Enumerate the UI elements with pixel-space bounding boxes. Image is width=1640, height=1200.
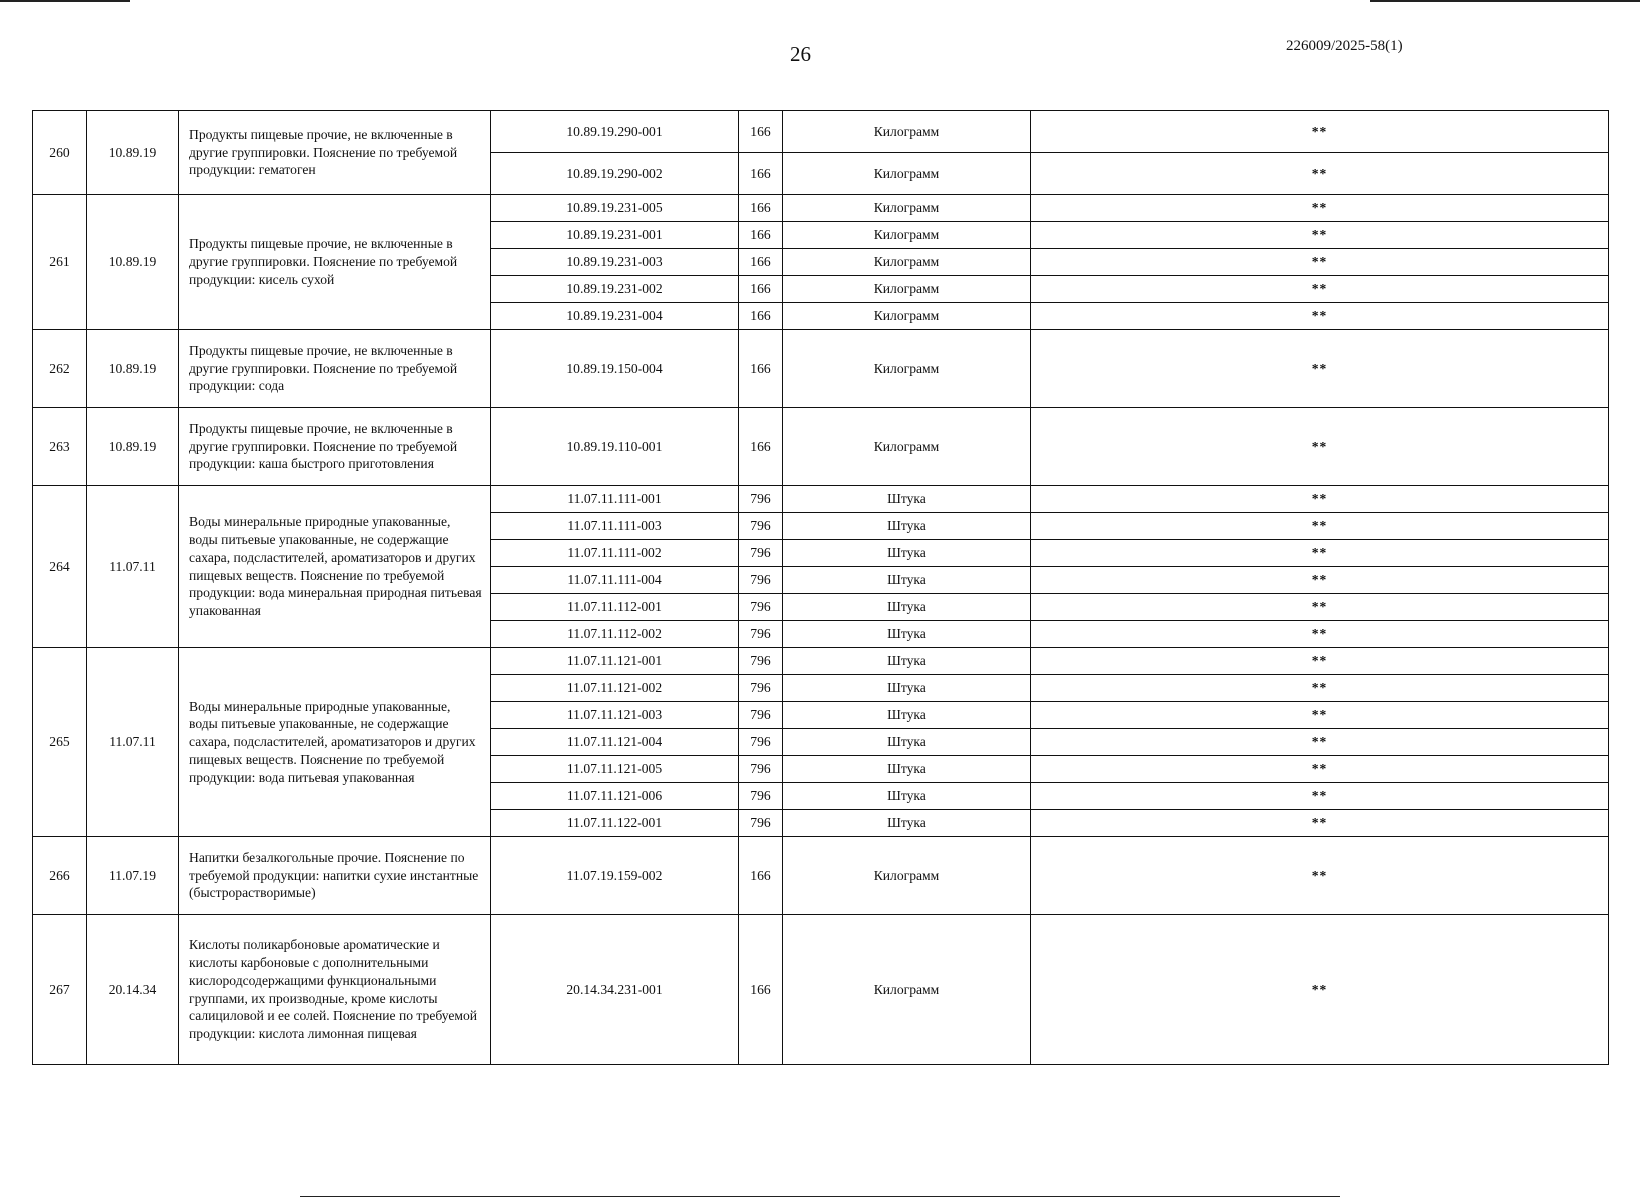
value-cell: **	[1031, 783, 1609, 810]
ktru-code: 11.07.11.112-001	[491, 594, 739, 621]
table-row	[33, 648, 1609, 675]
okpd-code: 11.07.11	[87, 648, 179, 837]
value-cell: **	[1031, 756, 1609, 783]
ktru-code: 11.07.19.159-002	[491, 837, 739, 915]
unit-name: Килограмм	[783, 837, 1031, 915]
unit-name: Килограмм	[783, 303, 1031, 330]
ktru-code: 10.89.19.110-001	[491, 408, 739, 486]
value-cell: **	[1031, 648, 1609, 675]
ktru-code: 11.07.11.111-004	[491, 567, 739, 594]
document-number: 226009/2025-58(1)	[1286, 38, 1403, 54]
unit-name: Штука	[783, 621, 1031, 648]
value-cell: **	[1031, 249, 1609, 276]
ktru-code: 10.89.19.290-001	[491, 111, 739, 153]
table-row	[33, 486, 1609, 513]
unit-code: 166	[739, 222, 783, 249]
unit-name: Килограмм	[783, 915, 1031, 1065]
table-row	[33, 408, 1609, 486]
row-number: 260	[33, 111, 87, 195]
products-table	[32, 110, 1609, 1065]
unit-name: Штука	[783, 540, 1031, 567]
product-description: Продукты пищевые прочие, не включенные в другие группировки. Пояснение по требуемой продукции: кисель сухой	[179, 195, 491, 330]
unit-name: Килограмм	[783, 276, 1031, 303]
unit-code: 166	[739, 837, 783, 915]
unit-code: 796	[739, 729, 783, 756]
value-cell: **	[1031, 702, 1609, 729]
value-cell: **	[1031, 276, 1609, 303]
ktru-code: 11.07.11.121-002	[491, 675, 739, 702]
ktru-code: 11.07.11.121-003	[491, 702, 739, 729]
unit-code: 796	[739, 513, 783, 540]
ktru-code: 11.07.11.112-002	[491, 621, 739, 648]
unit-code: 166	[739, 195, 783, 222]
value-cell: **	[1031, 111, 1609, 153]
value-cell: **	[1031, 810, 1609, 837]
ktru-code: 20.14.34.231-001	[491, 915, 739, 1065]
ktru-code: 10.89.19.150-004	[491, 330, 739, 408]
ktru-code: 11.07.11.111-002	[491, 540, 739, 567]
row-number: 267	[33, 915, 87, 1065]
okpd-code: 20.14.34	[87, 915, 179, 1065]
scan-edge-top-right	[1370, 0, 1640, 2]
ktru-code: 11.07.11.121-004	[491, 729, 739, 756]
unit-name: Килограмм	[783, 195, 1031, 222]
unit-name: Килограмм	[783, 222, 1031, 249]
unit-code: 796	[739, 486, 783, 513]
product-description: Продукты пищевые прочие, не включенные в другие группировки. Пояснение по требуемой продукции: гематоген	[179, 111, 491, 195]
table-row	[33, 330, 1609, 408]
value-cell: **	[1031, 675, 1609, 702]
unit-code: 166	[739, 303, 783, 330]
unit-code: 796	[739, 594, 783, 621]
unit-code: 166	[739, 915, 783, 1065]
ktru-code: 11.07.11.111-001	[491, 486, 739, 513]
unit-code: 796	[739, 621, 783, 648]
unit-name: Штука	[783, 702, 1031, 729]
unit-code: 166	[739, 276, 783, 303]
ktru-code: 10.89.19.231-005	[491, 195, 739, 222]
value-cell: **	[1031, 594, 1609, 621]
ktru-code: 11.07.11.121-005	[491, 756, 739, 783]
row-number: 262	[33, 330, 87, 408]
product-description: Воды минеральные природные упакованные, воды питьевые упакованные, не содержащие сахара, подсластителей, ароматизаторов и других пищевых веществ. Пояснение по требуемой продукции: вода минеральная природная питьевая упакованная	[179, 486, 491, 648]
unit-code: 796	[739, 540, 783, 567]
value-cell: **	[1031, 915, 1609, 1065]
ktru-code: 11.07.11.121-006	[491, 783, 739, 810]
okpd-code: 10.89.19	[87, 195, 179, 330]
unit-code: 796	[739, 648, 783, 675]
row-number: 261	[33, 195, 87, 330]
unit-name: Килограмм	[783, 153, 1031, 195]
unit-name: Штука	[783, 486, 1031, 513]
table-row	[33, 195, 1609, 222]
okpd-code: 10.89.19	[87, 330, 179, 408]
row-number: 263	[33, 408, 87, 486]
unit-code: 166	[739, 111, 783, 153]
unit-name: Килограмм	[783, 408, 1031, 486]
product-description: Напитки безалкогольные прочие. Пояснение по требуемой продукции: напитки сухие инстантные (быстрорастворимые)	[179, 837, 491, 915]
ktru-code: 10.89.19.231-004	[491, 303, 739, 330]
unit-name: Штука	[783, 810, 1031, 837]
ktru-code: 10.89.19.231-003	[491, 249, 739, 276]
okpd-code: 10.89.19	[87, 408, 179, 486]
unit-code: 166	[739, 249, 783, 276]
unit-name: Штука	[783, 729, 1031, 756]
value-cell: **	[1031, 222, 1609, 249]
ktru-code: 10.89.19.231-002	[491, 276, 739, 303]
okpd-code: 10.89.19	[87, 111, 179, 195]
unit-name: Штука	[783, 594, 1031, 621]
unit-name: Килограмм	[783, 330, 1031, 408]
ktru-code: 10.89.19.231-001	[491, 222, 739, 249]
unit-name: Штука	[783, 567, 1031, 594]
table-row	[33, 915, 1609, 1065]
unit-name: Штука	[783, 783, 1031, 810]
row-number: 266	[33, 837, 87, 915]
ktru-code: 11.07.11.122-001	[491, 810, 739, 837]
unit-code: 796	[739, 567, 783, 594]
ktru-code: 11.07.11.111-003	[491, 513, 739, 540]
value-cell: **	[1031, 540, 1609, 567]
okpd-code: 11.07.11	[87, 486, 179, 648]
unit-code: 796	[739, 702, 783, 729]
unit-code: 166	[739, 330, 783, 408]
ktru-code: 11.07.11.121-001	[491, 648, 739, 675]
unit-name: Штука	[783, 648, 1031, 675]
unit-name: Килограмм	[783, 111, 1031, 153]
product-description: Кислоты поликарбоновые ароматические и кислоты карбоновые с дополнительными кислородсодержащими функциональными группами, их производные, кроме кислоты салициловой и ее солей. Пояснение по требуемой продукции: кислота лимонная пищевая	[179, 915, 491, 1065]
unit-code: 166	[739, 153, 783, 195]
row-number: 264	[33, 486, 87, 648]
product-description: Продукты пищевые прочие, не включенные в другие группировки. Пояснение по требуемой продукции: сода	[179, 330, 491, 408]
unit-code: 796	[739, 810, 783, 837]
unit-code: 796	[739, 756, 783, 783]
scan-edge-bottom	[300, 1196, 1340, 1197]
product-description: Воды минеральные природные упакованные, воды питьевые упакованные, не содержащие сахара, подсластителей, ароматизаторов и других пищевых веществ. Пояснение по требуемой продукции: вода питьевая упакованная	[179, 648, 491, 837]
value-cell: **	[1031, 621, 1609, 648]
unit-code: 796	[739, 783, 783, 810]
value-cell: **	[1031, 486, 1609, 513]
ktru-code: 10.89.19.290-002	[491, 153, 739, 195]
row-number: 265	[33, 648, 87, 837]
value-cell: **	[1031, 153, 1609, 195]
value-cell: **	[1031, 330, 1609, 408]
table-row	[33, 111, 1609, 153]
value-cell: **	[1031, 513, 1609, 540]
unit-code: 166	[739, 408, 783, 486]
unit-name: Штука	[783, 756, 1031, 783]
value-cell: **	[1031, 837, 1609, 915]
unit-code: 796	[739, 675, 783, 702]
product-description: Продукты пищевые прочие, не включенные в другие группировки. Пояснение по требуемой продукции: каша быстрого приготовления	[179, 408, 491, 486]
value-cell: **	[1031, 303, 1609, 330]
value-cell: **	[1031, 729, 1609, 756]
unit-name: Штука	[783, 513, 1031, 540]
page-number: 26	[790, 42, 811, 66]
value-cell: **	[1031, 408, 1609, 486]
table-body	[33, 111, 1609, 1065]
unit-name: Штука	[783, 675, 1031, 702]
scan-edge-top-left	[0, 0, 130, 2]
okpd-code: 11.07.19	[87, 837, 179, 915]
value-cell: **	[1031, 195, 1609, 222]
value-cell: **	[1031, 567, 1609, 594]
unit-name: Килограмм	[783, 249, 1031, 276]
table-row	[33, 837, 1609, 915]
